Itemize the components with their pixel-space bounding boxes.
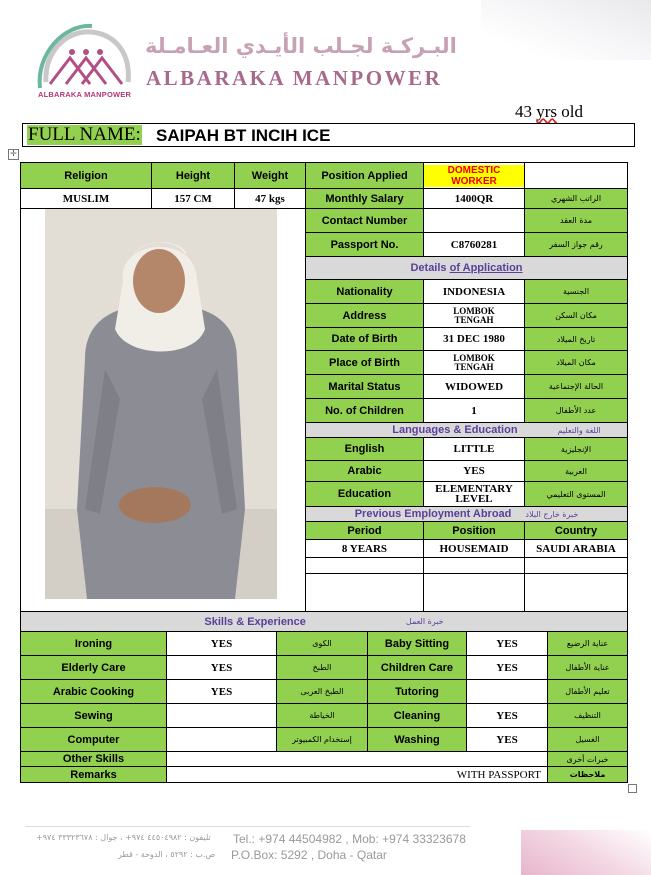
skill-ar: التنظيف <box>547 703 628 728</box>
position-applied-value-cell <box>423 162 525 189</box>
skill-ar: الغسيل <box>547 727 628 752</box>
skill-value: YES <box>166 679 277 704</box>
arabic-value: YES <box>423 460 525 482</box>
address-value: LOMBOK TENGAH <box>423 303 525 328</box>
skill-ar: تعليم الأطفال <box>547 679 628 704</box>
skill-value <box>166 727 277 752</box>
skill-value: YES <box>466 655 548 680</box>
passport-ar: رقم جواز السفر <box>524 232 628 257</box>
address-ar: مكان السكن <box>524 303 628 328</box>
footer-address: P.O.Box: 5292 , Doha - Qatar <box>231 848 387 862</box>
languages-section-title-ar: اللغة والتعليم <box>557 425 601 435</box>
weight-value: 47 kgs <box>234 188 306 209</box>
marital-label: Marital Status <box>305 374 424 399</box>
skill-ar: عناية الرضيع <box>547 631 628 656</box>
english-label: English <box>305 437 424 461</box>
passport-label: Passport No. <box>305 232 424 257</box>
empty-cell <box>524 162 628 189</box>
application-section-header <box>305 256 628 280</box>
skill-label: Arabic Cooking <box>20 679 167 704</box>
dob-value: 31 DEC 1980 <box>423 327 525 351</box>
languages-section-title: Languages & Education <box>392 424 518 436</box>
education-value: ELEMENTARY LEVEL <box>423 481 525 507</box>
skill-ar: الطبخ العربى <box>276 679 368 704</box>
position-applied-header: Position Applied <box>305 162 424 189</box>
contact-number-value <box>423 208 525 233</box>
employment-empty-cell <box>423 573 525 612</box>
skill-label: Baby Sitting <box>367 631 467 656</box>
contract-period-ar: مدة العقد <box>524 208 628 233</box>
skills-section-title-ar: خبرة العمل <box>405 617 444 626</box>
religion-header: Religion <box>20 162 152 189</box>
skill-label: Children Care <box>367 655 467 680</box>
employment-empty-cell <box>524 573 628 612</box>
monthly-salary-ar: الراتب الشهري <box>524 188 628 209</box>
weight-header: Weight <box>234 162 306 189</box>
other-skills-label: Other Skills <box>20 751 167 767</box>
position-applied-value: DOMESTIC WORKER <box>424 165 524 187</box>
skills-section-header <box>20 611 628 632</box>
skills-section-title: Skills & Experience <box>204 615 306 628</box>
other-skills-ar: خبرات أخرى <box>547 751 628 767</box>
height-header: Height <box>151 162 235 189</box>
skill-label: Sewing <box>20 703 167 728</box>
company-arabic-name: البـركـة لجـلب الأيـدي العـامـلة <box>145 34 457 58</box>
education-ar: المستوى التعليمي <box>524 481 628 507</box>
header-decoration <box>481 0 651 60</box>
company-name: ALBARAKA MANPOWER <box>146 66 443 90</box>
skill-value <box>166 703 277 728</box>
skill-ar: إستخدام الكمبيوتر <box>276 727 368 752</box>
skill-ar: الطبخ <box>276 655 368 680</box>
logo-caption: ALBARAKA MANPOWER <box>38 90 132 99</box>
employment-section-header <box>305 506 628 522</box>
skill-label: Ironing <box>20 631 167 656</box>
footer-decoration <box>521 830 651 875</box>
employment-empty-cell <box>305 573 424 612</box>
english-ar: الإنجليزية <box>524 437 628 461</box>
children-label: No. of Children <box>305 398 424 423</box>
footer-contact: Tel.: +974 44504982 , Mob: +974 33323678 <box>233 832 466 846</box>
skill-label: Washing <box>367 727 467 752</box>
skill-label: Tutoring <box>367 679 467 704</box>
employment-empty-cell <box>305 557 424 574</box>
skill-ar: الخياطة <box>276 703 368 728</box>
passport-value: C8760281 <box>423 232 525 257</box>
arabic-ar: العربية <box>524 460 628 482</box>
monthly-salary-label: Monthly Salary <box>305 188 424 209</box>
nationality-label: Nationality <box>305 279 424 304</box>
employment-period: 8 YEARS <box>305 539 424 558</box>
application-section-title: Details of Application <box>410 262 523 274</box>
skill-label: Cleaning <box>367 703 467 728</box>
employment-empty-cell <box>423 557 525 574</box>
skill-label: Computer <box>20 727 167 752</box>
company-logo <box>36 22 136 100</box>
full-name-box <box>22 123 635 147</box>
dob-ar: تاريخ الميلاد <box>524 327 628 351</box>
skill-value: YES <box>466 631 548 656</box>
footer-divider <box>25 826 470 827</box>
remarks-ar: ملاحظات <box>547 766 628 783</box>
address-label: Address <box>305 303 424 328</box>
religion-value: MUSLIM <box>20 188 152 209</box>
footer-arabic-contact: تليفون : ٤٤٥٠٤٩٨٢ ٩٧٤+ ، جوال : ٣٣٣٢٣٦٧٨ ٩٧٤+ <box>36 833 211 842</box>
remarks-value: WITH PASSPORT <box>166 766 548 783</box>
english-value: LITTLE <box>423 437 525 461</box>
contact-number-label: Contact Number <box>305 208 424 233</box>
full-name-value: SAIPAH BT INCIH ICE <box>156 126 331 145</box>
skill-value: YES <box>466 727 548 752</box>
languages-section-header <box>305 422 628 438</box>
nationality-value: INDONESIA <box>423 279 525 304</box>
children-value: 1 <box>423 398 525 423</box>
skill-value: YES <box>166 631 277 656</box>
marital-value: WIDOWED <box>423 374 525 399</box>
skill-ar: عناية الأطفال <box>547 655 628 680</box>
country-header: Country <box>524 521 628 540</box>
table-move-handle-icon[interactable]: ✛ <box>8 149 19 160</box>
nationality-ar: الجنسية <box>524 279 628 304</box>
marital-ar: الحالة الإجتماعية <box>524 374 628 399</box>
footer-arabic-address: ص.ب : ٥٢٩٢ ، الدوحة - قطر <box>118 850 216 859</box>
employment-empty-cell <box>524 557 628 574</box>
employment-section-title: Previous Employment Abroad <box>354 508 512 520</box>
monthly-salary-value: 1400QR <box>423 188 525 209</box>
education-label: Education <box>305 481 424 507</box>
skill-value <box>466 679 548 704</box>
pob-value: LOMBOK TENGAH <box>423 350 525 375</box>
pob-label: Place of Birth <box>305 350 424 375</box>
pob-ar: مكان الميلاد <box>524 350 628 375</box>
dob-label: Date of Birth <box>305 327 424 351</box>
skill-value: YES <box>466 703 548 728</box>
skill-ar: الكوى <box>276 631 368 656</box>
applicant-photo <box>45 209 277 599</box>
other-skills-value <box>166 751 548 767</box>
skill-value: YES <box>166 655 277 680</box>
height-value: 157 CM <box>151 188 235 209</box>
remarks-label: Remarks <box>20 766 167 783</box>
employment-section-title-ar: خبرة خارج البلاد <box>525 509 579 519</box>
full-name-label: FULL NAME: <box>28 124 141 145</box>
children-ar: عدد الأطفال <box>524 398 628 423</box>
applicant-photo-illustration <box>45 209 277 599</box>
arabic-label: Arabic <box>305 460 424 482</box>
table-resize-handle-icon[interactable] <box>628 784 637 793</box>
skill-label: Elderly Care <box>20 655 167 680</box>
position-header: Position <box>423 521 525 540</box>
period-header: Period <box>305 521 424 540</box>
age-text: 43 yrs old <box>515 102 584 121</box>
employment-country: SAUDI ARABIA <box>524 539 628 558</box>
employment-position: HOUSEMAID <box>423 539 525 558</box>
